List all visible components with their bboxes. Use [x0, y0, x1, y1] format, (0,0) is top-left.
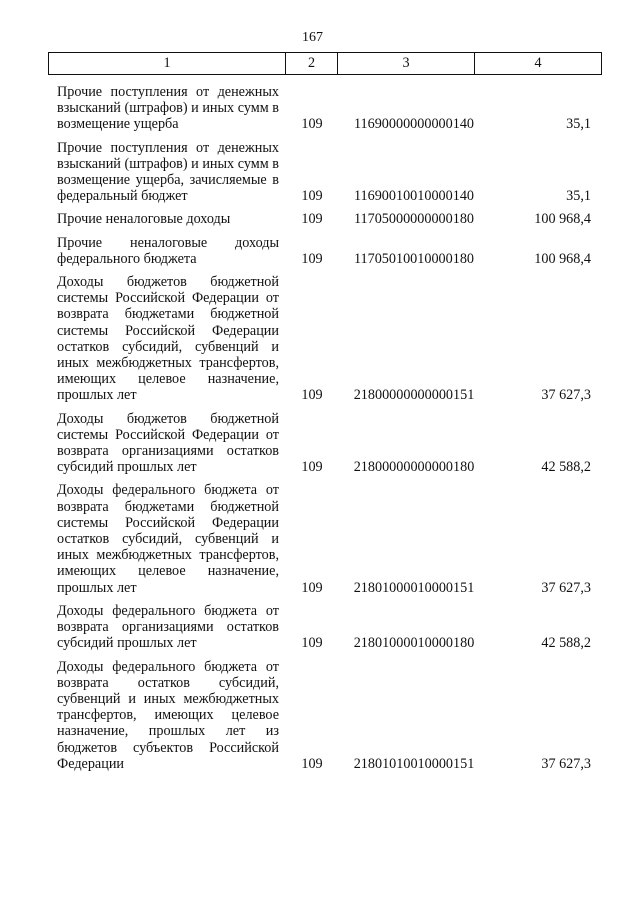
row-admin-code: 109 — [301, 387, 323, 404]
row-admin-code: 109 — [301, 579, 323, 596]
header-col-1: 1 — [49, 53, 286, 74]
row-name: Прочие поступления от денежных взысканий (штрафов) и иных сумм в возмещение ущерба, зачисляемые в федеральный бюджет — [57, 139, 279, 205]
row-admin-code: 109 — [301, 116, 323, 133]
row-name: Доходы бюджетов бюджетной системы Российской Федерации от возврата организациями остатков субсидий прошлых лет — [57, 410, 279, 476]
table-row — [57, 482, 602, 595]
row-admin-code: 109 — [301, 635, 323, 652]
row-name: Прочие неналоговые доходы — [57, 211, 231, 228]
row-kbk-code: 11705000000000180 — [353, 211, 475, 228]
table-row — [57, 411, 602, 476]
table-row — [57, 84, 602, 133]
table-header — [48, 52, 602, 75]
header-col-2: 2 — [286, 53, 338, 74]
row-name: Доходы бюджетов бюджетной системы Российской Федерации от возврата бюджетами бюджетной системы Российской Федерации остатков субсидий, субвенций и иных межбюджетных трансфертов, имеющих целевое назначение, прошлых лет — [57, 274, 279, 404]
row-kbk-code: 21800000000000180 — [353, 459, 475, 476]
row-name: Доходы федерального бюджета от возврата бюджетами бюджетной системы Российской Федерации остатков субсидий, субвенций и иных межбюджетных трансфертов, имеющих целевое назначение, прошлых лет — [57, 482, 279, 596]
row-kbk-code: 11705010010000180 — [353, 250, 475, 267]
row-admin-code: 109 — [301, 188, 323, 205]
table-row — [57, 659, 602, 772]
row-admin-code: 109 — [301, 250, 323, 267]
table-row — [57, 603, 602, 652]
row-amount: 37 627,3 — [541, 387, 591, 404]
header-col-4: 4 — [534, 55, 542, 71]
row-amount: 100 968,4 — [534, 250, 591, 267]
row-admin-code: 109 — [301, 459, 323, 476]
row-kbk-code: 21801000010000151 — [353, 579, 475, 596]
row-name: Доходы федерального бюджета от возврата остатков субсидий, субвенций и иных межбюджетных трансфертов, имеющих целевое назначение, прошлых лет из бюджетов субъектов Российской Федерации — [57, 658, 279, 772]
row-amount: 35,1 — [566, 116, 591, 133]
row-admin-code: 109 — [301, 755, 323, 772]
table-body — [57, 84, 602, 779]
page-number: 167 — [302, 30, 323, 45]
row-amount: 42 588,2 — [541, 635, 591, 652]
table-row — [57, 140, 602, 205]
table-row — [57, 274, 602, 404]
row-amount: 100 968,4 — [534, 211, 591, 228]
row-kbk-code: 21800000000000151 — [353, 387, 475, 404]
row-name: Доходы федерального бюджета от возврата организациями остатков субсидий прошлых лет — [57, 602, 279, 652]
row-kbk-code: 21801010010000151 — [353, 755, 475, 772]
row-amount: 35,1 — [566, 188, 591, 205]
row-admin-code: 109 — [301, 211, 323, 228]
row-name: Прочие поступления от денежных взысканий (штрафов) и иных сумм в возмещение ущерба — [57, 84, 279, 133]
table-row — [57, 211, 602, 227]
table-row — [57, 235, 602, 267]
row-amount: 37 627,3 — [541, 755, 591, 772]
row-kbk-code: 11690000000000140 — [353, 116, 475, 133]
row-kbk-code: 11690010010000140 — [353, 188, 475, 205]
row-amount: 42 588,2 — [541, 459, 591, 476]
row-name: Прочие неналоговые доходы федерального бюджета — [57, 234, 279, 267]
row-amount: 37 627,3 — [541, 579, 591, 596]
row-kbk-code: 21801000010000180 — [353, 635, 475, 652]
header-col-3: 3 — [338, 53, 475, 74]
